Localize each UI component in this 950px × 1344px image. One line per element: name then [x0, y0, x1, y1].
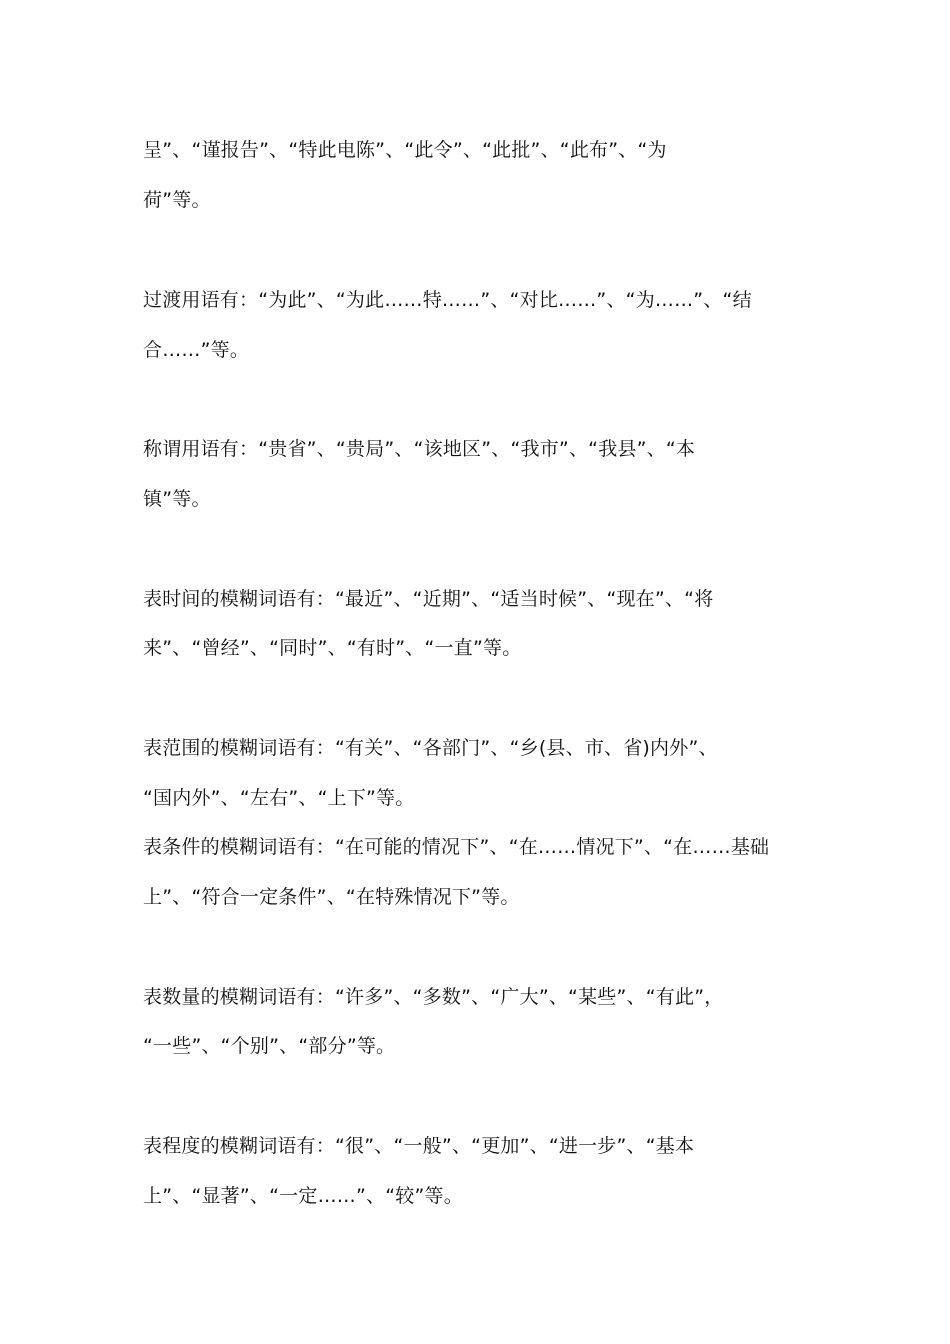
text-line: “一些”、“个别”、“部分”等。	[143, 1035, 396, 1057]
text-line: 表条件的模糊词语有：“在可能的情况下”、“在……情况下”、“在……基础	[143, 836, 770, 858]
text-line: 上”、“显著”、“一定……”、“较”等。	[143, 1185, 463, 1207]
text-line: 表时间的模糊词语有：“最近”、“近期”、“适当时候”、“现在”、“将	[143, 588, 714, 610]
text-line: 表程度的模糊词语有：“很”、“一般”、“更加”、“进一步”、“基本	[143, 1135, 695, 1157]
text-line: 来”、“曾经”、“同时”、“有时”、“一直”等。	[143, 637, 522, 659]
text-line: “国内外”、“左右”、“上下”等。	[143, 787, 415, 809]
text-line: 合……”等。	[143, 339, 250, 361]
text-line: 上”、“符合一定条件”、“在特殊情况下”等。	[143, 886, 520, 908]
text-line: 表范围的模糊词语有：“有关”、“各部门”、“乡(县、市、省)内外”、	[143, 737, 718, 759]
text-line: 荷”等。	[143, 189, 211, 211]
text-line: 呈”、“谨报告”、“特此电陈”、“此令”、“此批”、“此布”、“为	[143, 139, 667, 161]
text-line: 表数量的模糊词语有：“许多”、“多数”、“广大”、“某些”、“有此”，	[143, 986, 724, 1008]
text-line: 过渡用语有：“为此”、“为此……特……”、“对比……”、“为……”、“结	[143, 289, 752, 311]
text-line: 镇”等。	[143, 488, 211, 510]
text-line: 称谓用语有：“贵省”、“贵局”、“该地区”、“我市”、“我县”、“本	[143, 438, 696, 460]
